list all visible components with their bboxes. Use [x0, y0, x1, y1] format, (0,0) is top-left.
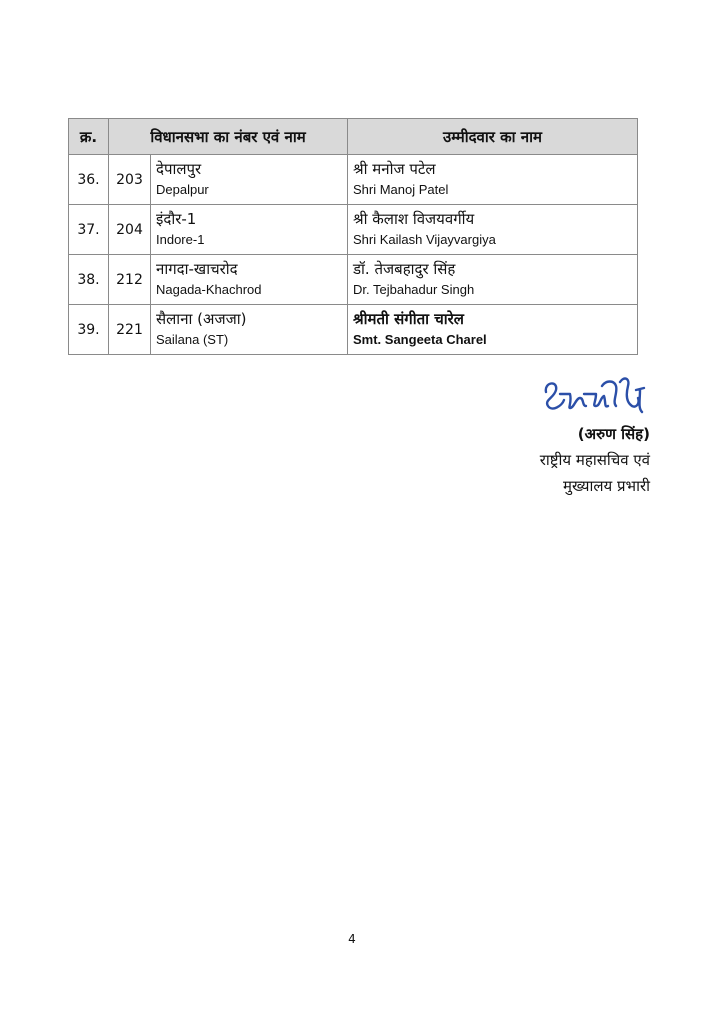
constituency-name-english: Nagada-Khachrod	[156, 282, 262, 297]
constituency-name-hindi: सैलाना (अजजा)	[156, 310, 247, 328]
candidate-table	[68, 118, 638, 355]
constituency-name	[151, 305, 348, 355]
constituency-name-hindi: देपालपुर	[156, 160, 202, 178]
candidate-name-english: Shri Manoj Patel	[353, 182, 449, 197]
serial-number: 36.	[69, 155, 109, 205]
constituency-name-hindi: नागदा-खाचरोद	[156, 260, 238, 278]
constituency-name	[151, 155, 348, 205]
signature-block	[390, 372, 650, 496]
serial-number: 39.	[69, 305, 109, 355]
constituency-name-hindi: इंदौर-1	[156, 210, 197, 228]
constituency-name-english: Indore-1	[156, 232, 205, 247]
constituency-name-english: Sailana (ST)	[156, 332, 229, 347]
constituency-name	[151, 255, 348, 305]
constituency-number: 212	[109, 255, 151, 305]
candidate-name	[348, 305, 638, 355]
serial-number: 38.	[69, 255, 109, 305]
candidate-name-hindi: श्री मनोज पटेल	[353, 160, 436, 178]
candidate-name-english: Smt. Sangeeta Charel	[353, 332, 487, 347]
candidate-name-hindi: डॉ. तेजबहादुर सिंह	[353, 260, 456, 278]
constituency-number: 204	[109, 205, 151, 255]
header-constituency: विधानसभा का नंबर एवं नाम	[109, 119, 348, 155]
candidate-name	[348, 155, 638, 205]
table-header-row	[69, 119, 638, 155]
table-row	[69, 305, 638, 355]
header-candidate: उम्मीदवार का नाम	[348, 119, 638, 155]
candidate-name	[348, 255, 638, 305]
table-row	[69, 255, 638, 305]
signatory-name: (अरुण सिंह)	[577, 425, 650, 443]
page-number: 4	[348, 932, 356, 946]
candidate-name-hindi: श्रीमती संगीता चारेल	[353, 310, 464, 328]
signatory-designation-line2: मुख्यालय प्रभारी	[563, 477, 650, 495]
candidate-name-english: Dr. Tejbahadur Singh	[353, 282, 475, 297]
candidate-name	[348, 205, 638, 255]
constituency-name-english: Depalpur	[156, 182, 209, 197]
constituency-number: 203	[109, 155, 151, 205]
constituency-number: 221	[109, 305, 151, 355]
signatory-designation-line1: राष्ट्रीय महासचिव एवं	[539, 451, 650, 469]
constituency-name	[151, 205, 348, 255]
candidate-name-hindi: श्री कैलाश विजयवर्गीय	[353, 210, 475, 228]
serial-number: 37.	[69, 205, 109, 255]
table-row	[69, 205, 638, 255]
table-row	[69, 155, 638, 205]
candidate-name-english: Shri Kailash Vijayvargiya	[353, 232, 496, 247]
header-serial: क्र.	[69, 119, 109, 155]
handwritten-signature	[540, 372, 650, 422]
